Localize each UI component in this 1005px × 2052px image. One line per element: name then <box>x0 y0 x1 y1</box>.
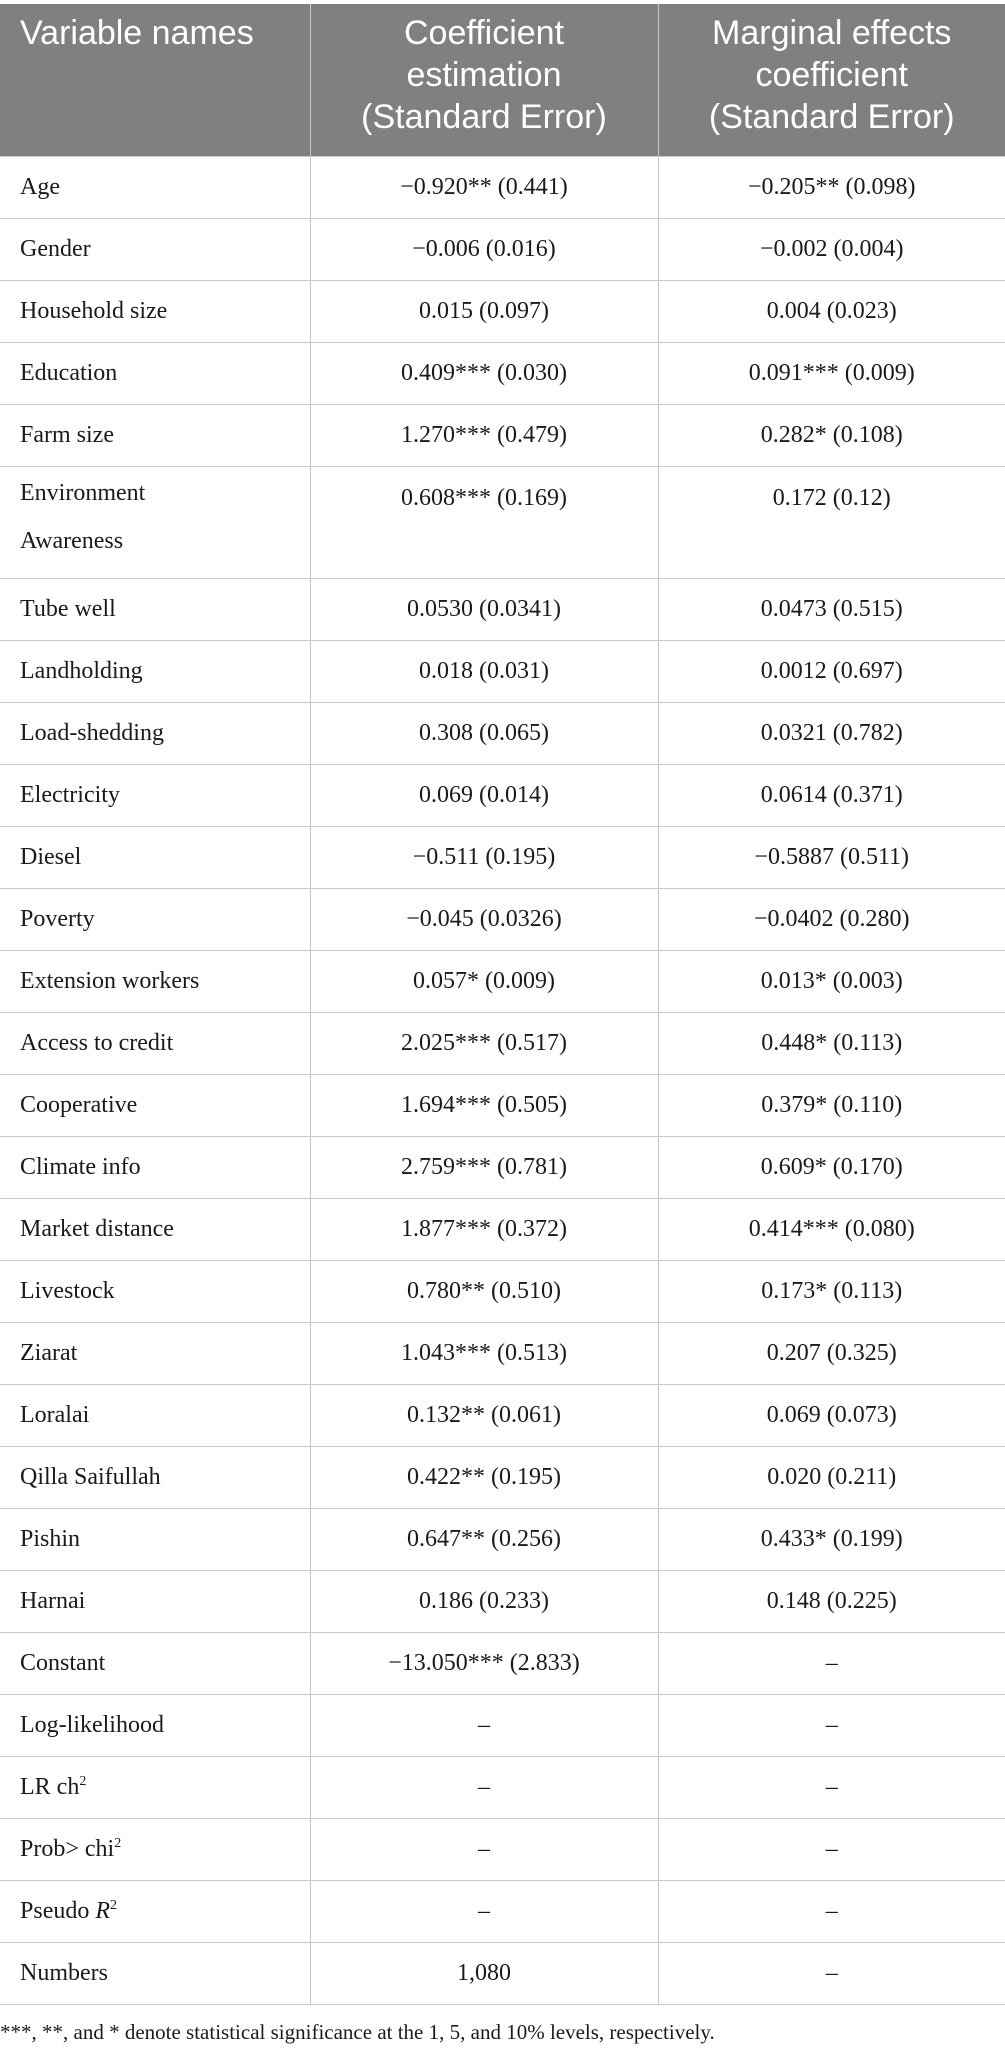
table-row <box>0 1570 1005 1632</box>
table-row <box>0 826 1005 888</box>
row-variable-name: Livestock <box>0 1260 310 1322</box>
row-marginal-effect: 0.013* (0.003) <box>658 950 1005 1012</box>
table-row <box>0 764 1005 826</box>
row-marginal-effect: 0.448* (0.113) <box>658 1012 1005 1074</box>
row-coefficient: 2.759*** (0.781) <box>310 1136 658 1198</box>
row-marginal-effect: −0.0402 (0.280) <box>658 888 1005 950</box>
table-header <box>0 4 1005 156</box>
row-variable-name <box>0 1818 310 1880</box>
row-variable-name: Gender <box>0 218 310 280</box>
table-row <box>0 342 1005 404</box>
row-coefficient: – <box>310 1756 658 1818</box>
header-coef-line3: (Standard Error) <box>361 98 607 136</box>
row-variable-name: Pishin <box>0 1508 310 1570</box>
table-row <box>0 1756 1005 1818</box>
row-marginal-effect: 0.414*** (0.080) <box>658 1198 1005 1260</box>
table-row <box>0 1074 1005 1136</box>
row-marginal-effect: 0.004 (0.023) <box>658 280 1005 342</box>
row-variable-name: Farm size <box>0 404 310 466</box>
row-marginal-effect: 0.172 (0.12) <box>658 466 1005 578</box>
row-coefficient: 0.647** (0.256) <box>310 1508 658 1570</box>
row-variable-name: Household size <box>0 280 310 342</box>
row-coefficient: −0.511 (0.195) <box>310 826 658 888</box>
row-marginal-effect: – <box>658 1694 1005 1756</box>
row-coefficient: 0.132** (0.061) <box>310 1384 658 1446</box>
row-variable-name: Climate info <box>0 1136 310 1198</box>
row-coefficient: 0.057* (0.009) <box>310 950 658 1012</box>
row-coefficient: −0.045 (0.0326) <box>310 888 658 950</box>
row-coefficient: – <box>310 1694 658 1756</box>
row-coefficient: −0.920** (0.441) <box>310 156 658 218</box>
header-variable-names-text: Variable names <box>20 14 254 52</box>
row-variable-name: Diesel <box>0 826 310 888</box>
regression-table-container <box>0 4 1005 2005</box>
table-row <box>0 1942 1005 2004</box>
row-coefficient: 0.069 (0.014) <box>310 764 658 826</box>
row-variable-name: Log-likelihood <box>0 1694 310 1756</box>
table-row <box>0 1384 1005 1446</box>
row-variable-name-base: LR ch <box>20 1773 80 1800</box>
table-row <box>0 1818 1005 1880</box>
table-row <box>0 1322 1005 1384</box>
row-variable-name-base: Prob> chi <box>20 1835 115 1862</box>
table-row <box>0 1880 1005 1942</box>
table-row <box>0 218 1005 280</box>
table-row <box>0 1012 1005 1074</box>
row-variable-name: Extension workers <box>0 950 310 1012</box>
row-variable-name-superscript: 2 <box>79 1773 87 1789</box>
row-variable-name-line1: Environment <box>20 479 146 506</box>
row-marginal-effect: 0.609* (0.170) <box>658 1136 1005 1198</box>
row-marginal-effect: – <box>658 1756 1005 1818</box>
row-variable-name-superscript: 2 <box>114 1835 122 1851</box>
row-variable-name <box>0 1756 310 1818</box>
row-coefficient: 2.025*** (0.517) <box>310 1012 658 1074</box>
table-footnote: ***, **, and * denote statistical significance at the 1, 5, and 10% levels, respectively. <box>0 2020 715 2044</box>
row-marginal-effect: 0.091*** (0.009) <box>658 342 1005 404</box>
row-variable-name: Ziarat <box>0 1322 310 1384</box>
row-marginal-effect: 0.0321 (0.782) <box>658 702 1005 764</box>
table-row <box>0 1694 1005 1756</box>
row-variable-name: Qilla Saifullah <box>0 1446 310 1508</box>
table-row <box>0 1446 1005 1508</box>
row-coefficient: 0.409*** (0.030) <box>310 342 658 404</box>
row-coefficient: 1.877*** (0.372) <box>310 1198 658 1260</box>
row-coefficient: – <box>310 1818 658 1880</box>
row-coefficient: −0.006 (0.016) <box>310 218 658 280</box>
row-variable-name <box>0 1880 310 1942</box>
row-variable-name: Age <box>0 156 310 218</box>
row-coefficient: 0.0530 (0.0341) <box>310 578 658 640</box>
row-variable-name: Tube well <box>0 578 310 640</box>
row-variable-name: Constant <box>0 1632 310 1694</box>
row-variable-name: Electricity <box>0 764 310 826</box>
table-row <box>0 404 1005 466</box>
table-row <box>0 888 1005 950</box>
row-variable-name: Market distance <box>0 1198 310 1260</box>
row-marginal-effect: 0.433* (0.199) <box>658 1508 1005 1570</box>
row-coefficient: 1.043*** (0.513) <box>310 1322 658 1384</box>
row-marginal-effect: 0.148 (0.225) <box>658 1570 1005 1632</box>
row-variable-name-base: Pseudo <box>20 1897 96 1924</box>
header-coef-line2: estimation <box>406 56 562 94</box>
row-coefficient: – <box>310 1880 658 1942</box>
table-row <box>0 702 1005 764</box>
row-marginal-effect: 0.020 (0.211) <box>658 1446 1005 1508</box>
table-body <box>0 156 1005 2004</box>
row-variable-name-italic: R <box>95 1897 111 1924</box>
row-variable-name: Harnai <box>0 1570 310 1632</box>
header-marginal-effects <box>658 4 1005 156</box>
row-variable-name <box>0 466 310 578</box>
row-coefficient: 1.694*** (0.505) <box>310 1074 658 1136</box>
table-row <box>0 1136 1005 1198</box>
table-row <box>0 1508 1005 1570</box>
row-variable-name: Cooperative <box>0 1074 310 1136</box>
row-marginal-effect: −0.205** (0.098) <box>658 156 1005 218</box>
table-row <box>0 578 1005 640</box>
header-coef-line1: Coefficient <box>403 14 565 52</box>
table-row <box>0 1260 1005 1322</box>
table-row <box>0 640 1005 702</box>
regression-table <box>0 4 1005 2005</box>
row-variable-name: Poverty <box>0 888 310 950</box>
row-coefficient: 0.018 (0.031) <box>310 640 658 702</box>
row-variable-name: Education <box>0 342 310 404</box>
row-marginal-effect: 0.0614 (0.371) <box>658 764 1005 826</box>
row-variable-name: Access to credit <box>0 1012 310 1074</box>
table-row <box>0 950 1005 1012</box>
row-marginal-effect: −0.002 (0.004) <box>658 218 1005 280</box>
row-marginal-effect: −0.5887 (0.511) <box>658 826 1005 888</box>
table-row <box>0 280 1005 342</box>
header-marg-line3: (Standard Error) <box>708 98 955 136</box>
row-variable-name: Numbers <box>0 1942 310 2004</box>
header-variable-names <box>0 4 310 156</box>
row-variable-name: Landholding <box>0 640 310 702</box>
row-marginal-effect: – <box>658 1880 1005 1942</box>
table-row <box>0 1198 1005 1260</box>
row-marginal-effect: 0.069 (0.073) <box>658 1384 1005 1446</box>
row-marginal-effect: – <box>658 1818 1005 1880</box>
table-row <box>0 156 1005 218</box>
row-marginal-effect: 0.207 (0.325) <box>658 1322 1005 1384</box>
row-coefficient: 0.422** (0.195) <box>310 1446 658 1508</box>
row-coefficient: 0.015 (0.097) <box>310 280 658 342</box>
row-coefficient: 0.308 (0.065) <box>310 702 658 764</box>
row-variable-name-superscript: 2 <box>110 1897 118 1913</box>
table-row <box>0 466 1005 578</box>
row-coefficient: 0.780** (0.510) <box>310 1260 658 1322</box>
row-marginal-effect: 0.282* (0.108) <box>658 404 1005 466</box>
header-marg-line1: Marginal effects <box>712 14 952 52</box>
table-row <box>0 1632 1005 1694</box>
row-coefficient: 0.186 (0.233) <box>310 1570 658 1632</box>
row-coefficient: 1,080 <box>310 1942 658 2004</box>
row-variable-name-line2: Awareness <box>20 527 124 554</box>
row-variable-name: Load-shedding <box>0 702 310 764</box>
row-coefficient: 1.270*** (0.479) <box>310 404 658 466</box>
header-coefficient-estimation <box>310 4 658 156</box>
row-variable-name: Loralai <box>0 1384 310 1446</box>
row-marginal-effect: – <box>658 1942 1005 2004</box>
row-marginal-effect: 0.0473 (0.515) <box>658 578 1005 640</box>
row-marginal-effect: 0.173* (0.113) <box>658 1260 1005 1322</box>
row-coefficient: −13.050*** (2.833) <box>310 1632 658 1694</box>
row-marginal-effect: 0.0012 (0.697) <box>658 640 1005 702</box>
header-row <box>0 4 1005 156</box>
row-coefficient: 0.608*** (0.169) <box>310 466 658 578</box>
row-marginal-effect: – <box>658 1632 1005 1694</box>
header-marg-line2: coefficient <box>755 56 908 94</box>
row-marginal-effect: 0.379* (0.110) <box>658 1074 1005 1136</box>
